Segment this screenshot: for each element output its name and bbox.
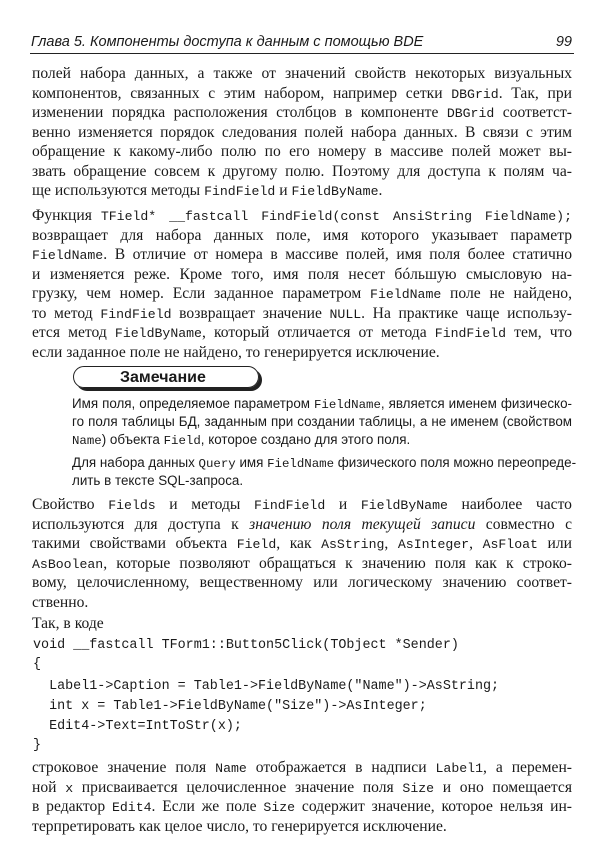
text: ) объекта: [101, 432, 164, 447]
text: или: [537, 535, 572, 552]
text: возвращает значение: [171, 304, 330, 322]
text: , как: [276, 535, 322, 552]
text: наиболее часто: [447, 496, 572, 513]
note-paragraph-1: [72, 395, 572, 449]
text: Свойство: [32, 496, 109, 513]
code-term: FieldName: [32, 248, 104, 263]
text-line: [32, 103, 572, 123]
paragraph-3: [32, 495, 572, 612]
code-term: NULL: [329, 306, 362, 322]
code-term: Field: [163, 434, 201, 448]
text: строковое значение поля: [32, 759, 216, 776]
code-term: Field: [236, 537, 277, 552]
text: Функция: [32, 207, 101, 224]
text-line: [32, 495, 572, 515]
code-term: Size: [263, 800, 296, 815]
text: физического поля можно переопреде-: [334, 455, 577, 470]
text: лить в тексте SQL-запроса.: [72, 473, 244, 488]
text: используются для доступа к: [32, 515, 250, 533]
text-line: [32, 245, 572, 265]
text: , а перемен-: [482, 759, 573, 776]
text: ется метод: [32, 324, 115, 341]
code-term: AsString: [321, 537, 385, 552]
text: . На практике чаще использу-: [361, 304, 572, 322]
code-line: Edit4->Text=IntToStr(x);: [33, 719, 242, 734]
text: отображается в надписи: [246, 759, 436, 776]
text-line: [32, 343, 572, 363]
text: и методы: [155, 496, 255, 513]
code-term: AsFloat: [482, 537, 538, 552]
text: изменении порядка расположения столбцов в компоненте: [32, 104, 447, 121]
code-line: Label1->Caption = Table1->FieldByName("Name")->AsString;: [33, 679, 500, 694]
code-term: Fields: [108, 498, 156, 513]
code-term: x: [65, 780, 74, 796]
text: соответст-: [494, 104, 572, 121]
text: и оно помещается: [434, 778, 573, 796]
text: . В отличие от номера в массиве полей, имя поля более статично: [103, 246, 572, 263]
text: и: [325, 496, 361, 513]
text: и: [275, 182, 292, 199]
code-term: FieldName: [370, 287, 442, 302]
text-line: [32, 573, 572, 593]
code-term: DBGrid: [451, 86, 499, 102]
text: ,: [384, 535, 398, 552]
text-line: [32, 226, 572, 246]
code-term: Size: [402, 780, 435, 796]
text-line: [32, 304, 572, 324]
text: содержит значение, которое нельзя ин-: [295, 798, 572, 815]
text: терпретировать как целое число, то генерируется исключение.: [32, 817, 447, 835]
text-line: [32, 797, 572, 817]
text-line: [32, 323, 572, 343]
text-line: [72, 413, 572, 431]
code-term: FindField: [100, 306, 172, 322]
text: , который отличается от метода: [201, 324, 435, 341]
code-term: FieldName: [313, 398, 381, 412]
text: в редактор: [32, 798, 112, 815]
code-line: int x = Table1->FieldByName("Size")->AsInteger;: [33, 699, 427, 714]
text: присваивается целочисленное значение поля: [73, 778, 403, 796]
text-line: [32, 778, 572, 798]
text: тем, что: [506, 324, 572, 341]
text: , является именем физическо-: [380, 396, 572, 411]
text-line: [72, 472, 572, 490]
text: поле не найдено,: [441, 285, 572, 302]
text: ще используются методы: [32, 182, 205, 199]
code-term: FindField: [434, 326, 507, 341]
text: грузку, чем номер. Если заданное параметром: [32, 285, 371, 302]
text: компонентов, связанных с этим набором, например сетки: [32, 84, 452, 102]
text-line: [72, 431, 572, 449]
chapter-title: Глава 5. Компоненты доступа к данным с помощью BDE: [31, 34, 424, 50]
text-line: [32, 206, 572, 226]
text: ственно.: [32, 593, 89, 611]
code-line: }: [33, 738, 42, 753]
code-line: {: [33, 657, 42, 672]
text: вому, целочисленному, вещественному или логическому значению соответ-: [32, 574, 572, 591]
code-term: AsInteger: [397, 537, 470, 552]
text-line: [32, 142, 572, 162]
text-line: [32, 123, 572, 143]
text: звать обращение совсем к другому полю. Поэтому для доступа к полям ча-: [32, 162, 572, 180]
text: Для набора данных: [72, 455, 199, 470]
text: , которые позволяют обращаться к значению поля как к строко-: [103, 554, 572, 572]
text-line: [32, 84, 572, 104]
text: то метод: [32, 304, 101, 322]
text-line: [32, 817, 572, 837]
emphasis: значению поля текущей записи: [249, 515, 476, 533]
text-line: [32, 593, 572, 613]
text: если заданное поле не найдено, то генерируется исключение.: [32, 343, 440, 361]
code-term: FieldByName: [114, 326, 202, 341]
text: , которое создано для этого поля.: [200, 432, 411, 447]
text-line: [32, 162, 572, 182]
code-term: FieldName: [267, 457, 335, 471]
text: имя: [235, 455, 268, 470]
text-line: [72, 454, 577, 472]
note-title: Замечание: [73, 366, 259, 388]
text: . Если же поле: [151, 798, 264, 815]
text: венно изменяется порядок следования полей набора данных. В связи с этим: [32, 123, 572, 141]
text-line: [32, 758, 572, 778]
text-line: [32, 515, 572, 535]
text: возвращает для набора данных поле, имя которого указывает параметр: [32, 226, 572, 244]
code-term: Edit4: [111, 800, 152, 815]
paragraph-1: [32, 64, 572, 201]
text-line: [32, 554, 572, 574]
code-term: AsBoolean: [32, 556, 104, 572]
text-line: [32, 64, 572, 84]
code-term: FindField: [204, 184, 276, 199]
code-term: Query: [198, 457, 236, 471]
text-line: [32, 534, 572, 554]
text: ,: [469, 535, 483, 552]
text: Имя поля, определяемое параметром: [72, 396, 314, 411]
text: го поля таблицы БД, заданным при создании таблицы, а не именем (свойством: [72, 414, 572, 429]
text-line: [32, 181, 572, 201]
code-line: void __fastcall TForm1::Button5Click(TObject *Sender): [33, 638, 459, 653]
text: полей набора данных, а также от значений свойств некоторых визуальных: [32, 65, 572, 82]
running-header: [30, 33, 574, 54]
text: .: [378, 182, 383, 199]
text: ной: [32, 778, 66, 796]
code-term: Label1: [435, 761, 483, 776]
text: такими свойствами объекта: [32, 535, 237, 552]
note-paragraph-2: [72, 454, 577, 490]
code-listing: [33, 637, 573, 755]
text: и изменяется реже. Кроме того, имя поля несет бóльшую смысловую на-: [32, 265, 572, 283]
paragraph-2: [32, 206, 572, 362]
text: обращение к какому-либо полю по его номеру в массиве полей может вы-: [32, 143, 572, 160]
code-term: Name: [215, 761, 247, 776]
code-term: DBGrid: [446, 106, 495, 121]
text: . Так, при: [498, 84, 572, 102]
page-number: 99: [555, 34, 572, 50]
text-line: [32, 284, 572, 304]
code-term: FieldByName: [360, 498, 448, 513]
code-term: FieldByName: [291, 184, 379, 199]
code-term: Name: [72, 434, 102, 448]
text: совместно с: [475, 515, 572, 533]
code-term: TField* __fastcall FindField(const AnsiString FieldName);: [100, 209, 572, 224]
text-line: [72, 395, 572, 413]
code-term: FindField: [254, 498, 326, 513]
paragraph-4: [32, 758, 572, 836]
code-intro: Так, в коде: [32, 615, 104, 632]
text-line: [32, 265, 572, 285]
